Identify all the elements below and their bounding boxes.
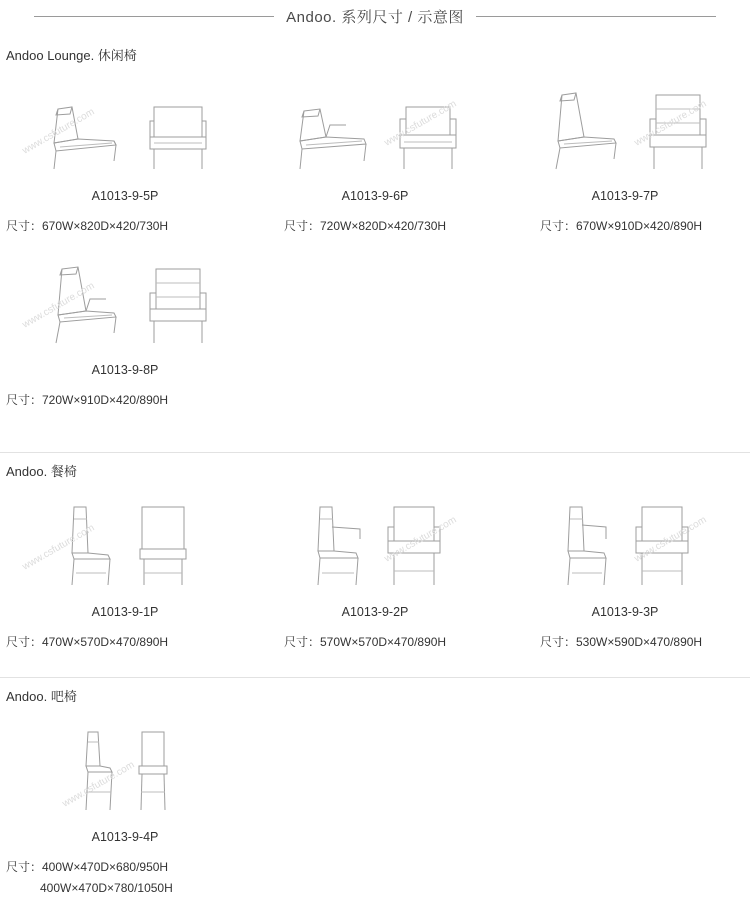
dining-armchair-side-view-icon xyxy=(304,505,370,589)
watermark: www.csfuture.com xyxy=(632,514,709,565)
product-cell[interactable] xyxy=(250,68,500,242)
dining-armchair-front-view-icon xyxy=(632,505,694,589)
product-cell[interactable] xyxy=(500,484,750,658)
product-dimensions: 尺寸：470W×570D×470/890H xyxy=(6,635,169,650)
page-title xyxy=(0,0,750,37)
section-heading: Andoo Lounge. 休闲椅 xyxy=(6,48,137,63)
bar-stool-side-view-icon xyxy=(78,730,120,814)
product-grid-dining xyxy=(0,484,750,658)
dining-armchair-front-view-icon xyxy=(384,505,446,589)
section-lounge xyxy=(0,37,750,453)
product-code: A1013-9-8P xyxy=(91,363,159,378)
product-dimensions: 尺寸：530W×590D×470/890H xyxy=(540,635,703,650)
product-drawing xyxy=(510,78,740,173)
title-rule-left xyxy=(34,16,274,17)
watermark: www.csfuture.com xyxy=(20,280,97,331)
product-drawing xyxy=(10,494,240,589)
watermark: www.csfuture.com xyxy=(60,759,137,810)
product-cell[interactable] xyxy=(0,709,250,904)
page-title-text: Andoo. 系列尺寸 / 示意图 xyxy=(286,9,464,26)
product-cell[interactable] xyxy=(0,68,250,242)
section-bar-stool xyxy=(0,678,750,904)
title-rule-right xyxy=(476,16,716,17)
watermark: www.csfuture.com xyxy=(382,514,459,565)
product-cell[interactable] xyxy=(0,242,250,416)
lounge-front-view-icon xyxy=(142,101,214,173)
product-grid-bar xyxy=(0,709,750,904)
lounge-high-side-view-icon xyxy=(536,93,628,173)
product-code: A1013-9-3P xyxy=(591,605,659,620)
product-dimensions: 尺寸：670W×910D×420/890H xyxy=(540,219,703,233)
product-dimensions-secondary: 400W×470D×780/1050H xyxy=(40,880,173,895)
product-code: A1013-9-1P xyxy=(91,605,159,620)
watermark: www.csfuture.com xyxy=(20,106,97,157)
dining-chair-front-view-icon xyxy=(134,505,192,589)
product-drawing xyxy=(50,719,200,814)
watermark: www.csfuture.com xyxy=(20,522,97,573)
product-dimensions: 尺寸：400W×470D×680/950H xyxy=(6,859,169,874)
product-dimensions: 尺寸：570W×570D×470/890H xyxy=(284,635,447,650)
lounge-high-front-view-icon xyxy=(142,267,214,347)
lounge-high-front-view-icon xyxy=(642,93,714,173)
bar-stool-front-view-icon xyxy=(134,730,172,814)
watermark: www.csfuture.com xyxy=(382,98,459,149)
product-drawing xyxy=(260,78,490,173)
lounge-side-view-icon xyxy=(286,101,378,173)
product-cell[interactable] xyxy=(0,484,250,658)
product-drawing xyxy=(510,494,740,589)
section-heading: Andoo. 餐椅 xyxy=(6,464,77,480)
product-grid-lounge xyxy=(0,68,750,416)
product-cell[interactable] xyxy=(250,484,500,658)
dining-chair-side-view-icon xyxy=(58,505,120,589)
lounge-high-side-view-icon xyxy=(36,267,128,347)
product-code: A1013-9-4P xyxy=(91,829,159,844)
dining-armchair-side-view-icon xyxy=(556,505,618,589)
product-drawing xyxy=(260,494,490,589)
product-code: A1013-9-5P xyxy=(91,189,159,203)
section-heading: Andoo. 吧椅 xyxy=(6,688,77,704)
product-drawing xyxy=(10,252,240,347)
section-dining xyxy=(0,453,750,677)
product-drawing xyxy=(10,78,240,173)
product-cell[interactable] xyxy=(500,68,750,242)
watermark: www.csfuture.com xyxy=(632,98,709,149)
product-code: A1013-9-6P xyxy=(341,189,409,203)
lounge-front-view-icon xyxy=(392,101,464,173)
product-dimensions: 尺寸：720W×910D×420/890H xyxy=(6,393,169,408)
product-code: A1013-9-2P xyxy=(341,605,409,620)
product-dimensions: 尺寸：720W×820D×420/730H xyxy=(284,219,447,233)
product-dimensions: 尺寸：670W×820D×420/730H xyxy=(6,219,169,233)
product-code: A1013-9-7P xyxy=(591,189,659,203)
lounge-side-view-icon xyxy=(36,101,128,173)
